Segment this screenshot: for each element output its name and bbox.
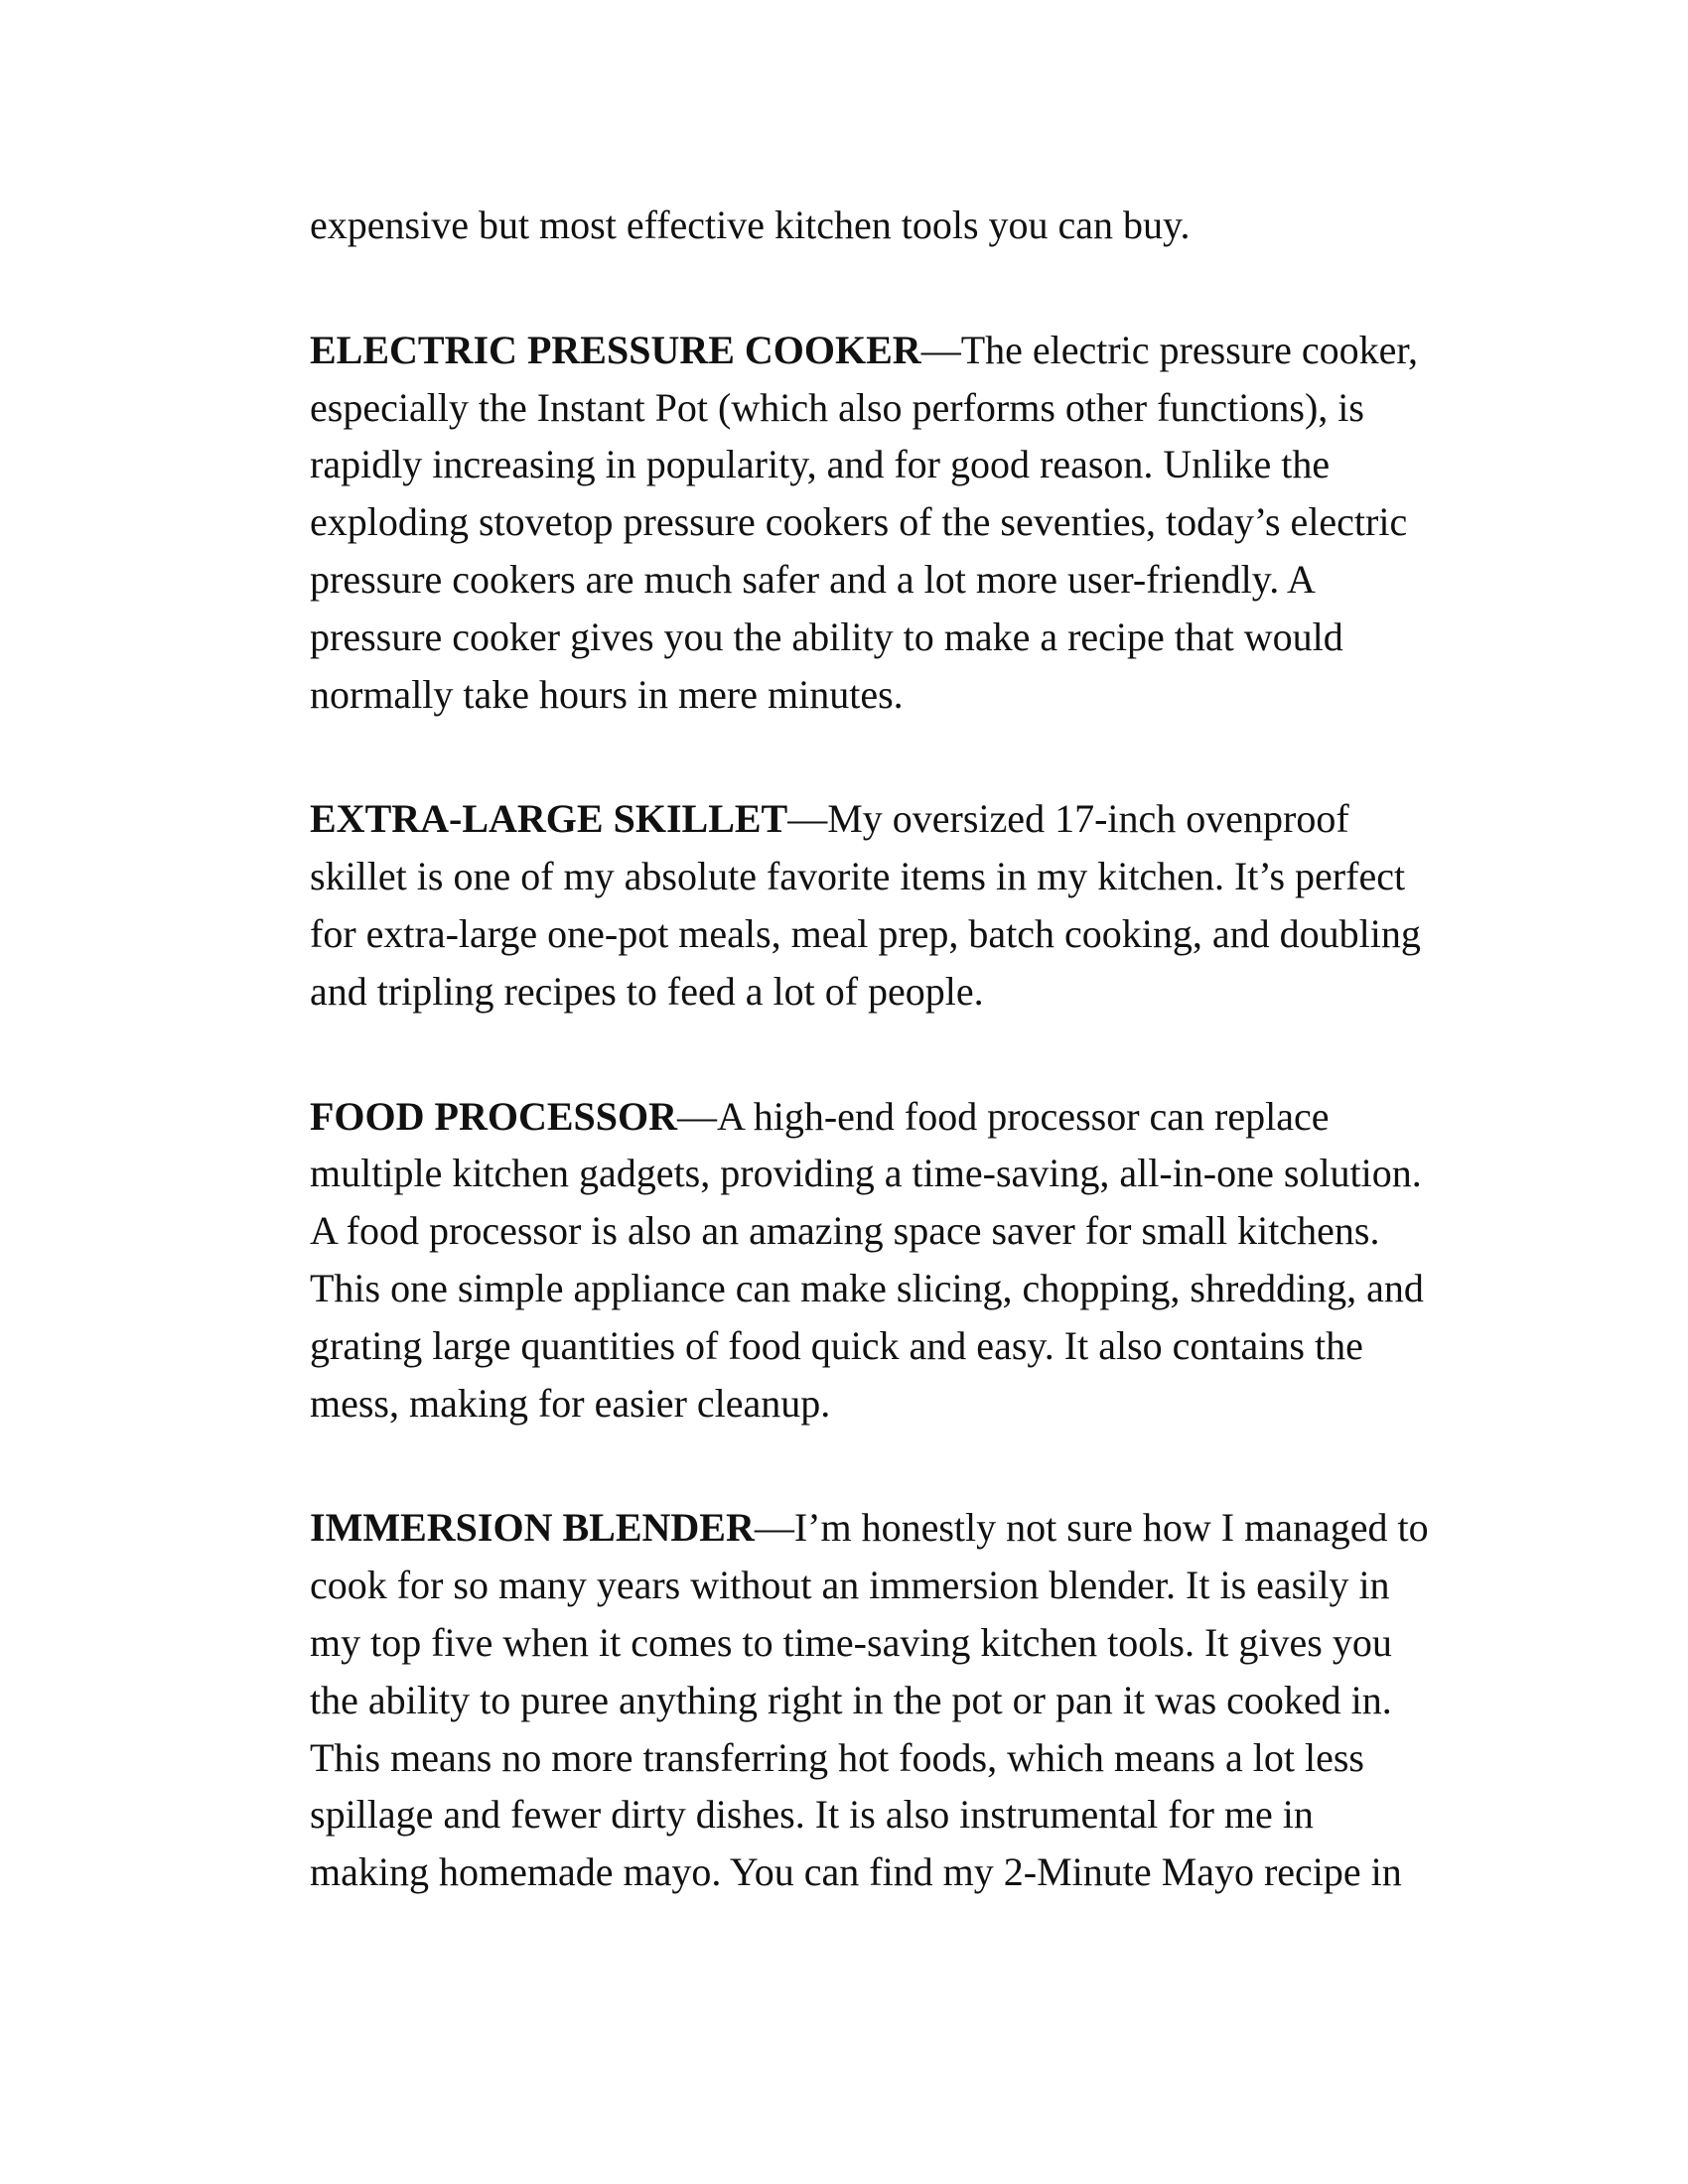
paragraph-extra-large-skillet: [310, 790, 1481, 1020]
paragraph-intro-continuation: [310, 197, 1481, 254]
text-line: my top five when it comes to time-saving kitchen tools. It gives you: [310, 1619, 1392, 1665]
text-run: —My oversized 17-inch ovenproof: [787, 796, 1349, 842]
text-line: making homemade mayo. You can find my 2-Minute Mayo recipe in: [310, 1849, 1402, 1895]
text-run: —I’m honestly not sure how I managed to: [754, 1505, 1429, 1551]
text-line: [310, 1088, 1481, 1146]
text-line: and tripling recipes to feed a lot of people.: [310, 968, 984, 1014]
term-heading: IMMERSION BLENDER: [310, 1505, 755, 1551]
text-line: skillet is one of my absolute favorite items in my kitchen. It’s perfect: [310, 854, 1406, 899]
text-line: mess, making for easier cleanup.: [310, 1380, 831, 1426]
term-heading: ELECTRIC PRESSURE COOKER: [310, 327, 921, 372]
text-line: expensive but most effective kitchen tools you can buy.: [310, 203, 1191, 247]
text-line: spillage and fewer dirty dishes. It is also instrumental for me in: [310, 1792, 1314, 1838]
text-line: for extra-large one-pot meals, meal prep, batch cooking, and doubling: [310, 910, 1421, 956]
text-line: grating large quantities of food quick and easy. It also contains the: [310, 1322, 1363, 1368]
text-line: [310, 1499, 1481, 1557]
paragraph-immersion-blender: [310, 1499, 1481, 1901]
paragraph-electric-pressure-cooker: [310, 322, 1481, 724]
text-line: especially the Instant Pot (which also performs other functions), is: [310, 384, 1364, 430]
text-line: normally take hours in mere minutes.: [310, 671, 904, 717]
text-line: the ability to puree anything right in the pot or pan it was cooked in.: [310, 1677, 1392, 1722]
text-run: —A high-end food processor can replace: [677, 1093, 1330, 1139]
text-line: rapidly increasing in popularity, and for good reason. Unlike the: [310, 442, 1331, 487]
text-line: [310, 790, 1481, 848]
text-line: [310, 322, 1481, 379]
text-line: pressure cookers are much safer and a lot more user-friendly. A: [310, 556, 1316, 602]
text-line: multiple kitchen gadgets, providing a time-saving, all-in-one solution.: [310, 1151, 1422, 1196]
text-line: A food processor is also an amazing space saver for small kitchens.: [310, 1208, 1380, 1254]
paragraph-food-processor: [310, 1088, 1481, 1433]
text-line: This one simple appliance can make slicing, chopping, shredding, and: [310, 1265, 1424, 1310]
text-line: This means no more transferring hot foods, which means a lot less: [310, 1734, 1364, 1780]
body-text: [310, 197, 1481, 1969]
term-heading: FOOD PROCESSOR: [310, 1093, 678, 1139]
text-line: cook for so many years without an immersion blender. It is easily in: [310, 1563, 1390, 1608]
term-heading: EXTRA-LARGE SKILLET: [310, 796, 788, 842]
text-line: pressure cooker gives you the ability to make a recipe that would: [310, 614, 1343, 659]
text-run: —The electric pressure cooker,: [920, 327, 1419, 372]
text-line: exploding stovetop pressure cookers of the seventies, today’s electric: [310, 499, 1408, 545]
